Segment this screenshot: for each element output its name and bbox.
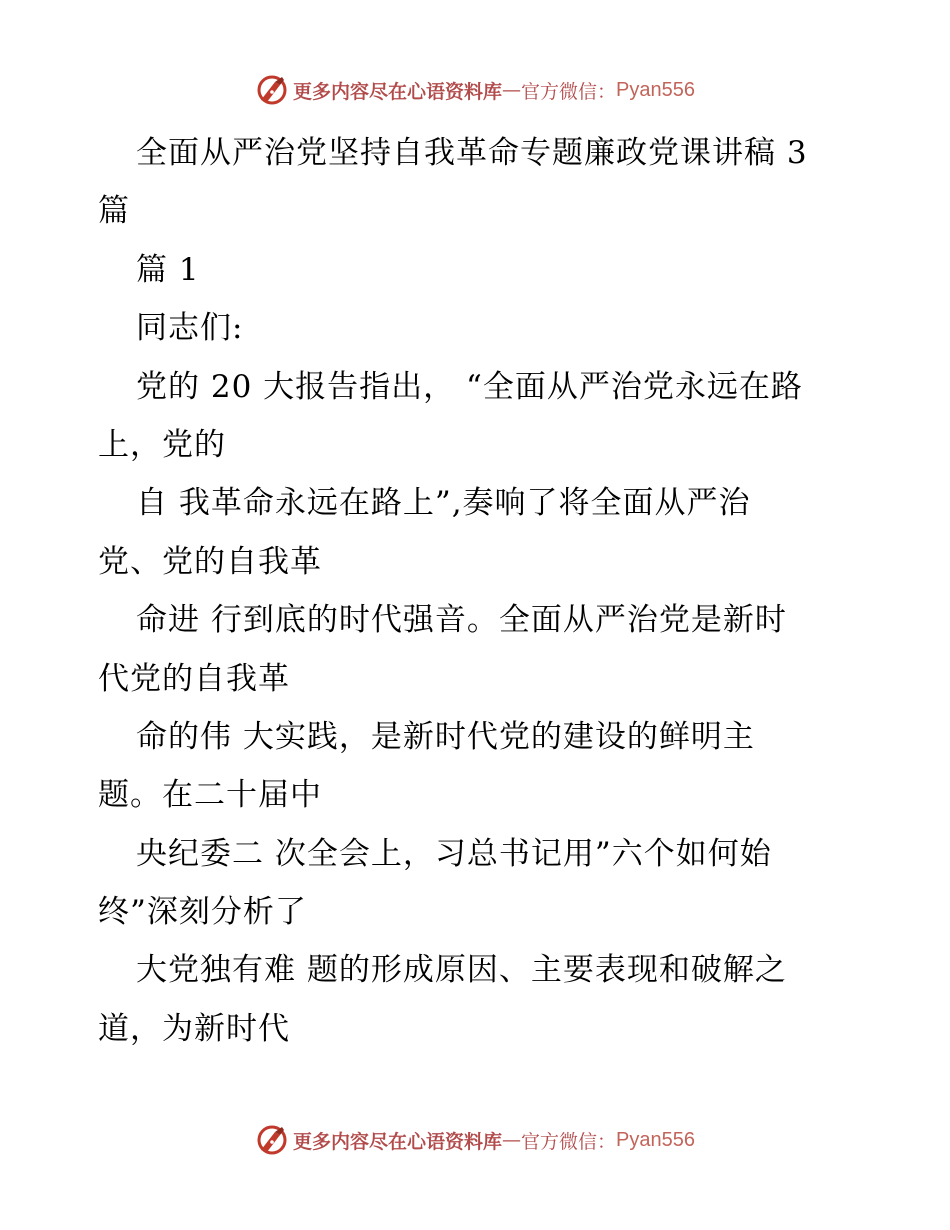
header-site-text: 更多内容尽在心语资料库	[293, 80, 503, 103]
doc-line: 党的 20 大报告指出， “全面从严治党永远在路	[136, 368, 803, 405]
doc-line: 大党独有难 题的形成原因、主要表现和破解之	[136, 952, 787, 989]
header-wechat-label: 官方微信：	[521, 80, 617, 103]
doc-line: 命进 行到底的时代强音。全面从严治党是新时	[136, 602, 787, 639]
doc-line: 题。在二十届中	[98, 777, 322, 814]
doc-line: 央纪委二 次全会上，习总书记用”六个如何始	[136, 835, 772, 872]
doc-line: 自 我革命永远在路上”,奏响了将全面从严治	[136, 485, 751, 522]
footer-separator: —	[502, 1129, 522, 1151]
pen-nib-logo-icon	[255, 73, 289, 107]
header-banner	[0, 70, 950, 110]
doc-line: 篇 1	[136, 251, 200, 288]
doc-line: 终”深刻分析了	[98, 894, 307, 931]
doc-line: 命的伟 大实践，是新时代党的建设的鲜明主	[136, 718, 755, 755]
footer-site-text: 更多内容尽在心语资料库	[293, 1130, 503, 1153]
doc-line: 道，为新时代	[98, 1010, 290, 1047]
document-body	[98, 124, 858, 1058]
doc-line: 全面从严治党坚持自我革命专题廉政党课讲稿 3	[136, 135, 808, 171]
doc-line: 代党的自我革	[98, 660, 290, 697]
pen-nib-logo-icon	[255, 1123, 289, 1157]
doc-line: 上，党的	[98, 426, 226, 463]
footer-wechat-id: Pyan556	[616, 1128, 695, 1151]
doc-line: 同志们:	[136, 310, 244, 347]
header-separator: —	[502, 79, 522, 101]
doc-line: 篇	[98, 193, 130, 230]
doc-line: 党、党的自我革	[98, 543, 322, 580]
footer-banner	[0, 1120, 950, 1160]
footer-wechat-label: 官方微信：	[521, 1130, 617, 1153]
header-wechat-id: Pyan556	[616, 78, 695, 101]
